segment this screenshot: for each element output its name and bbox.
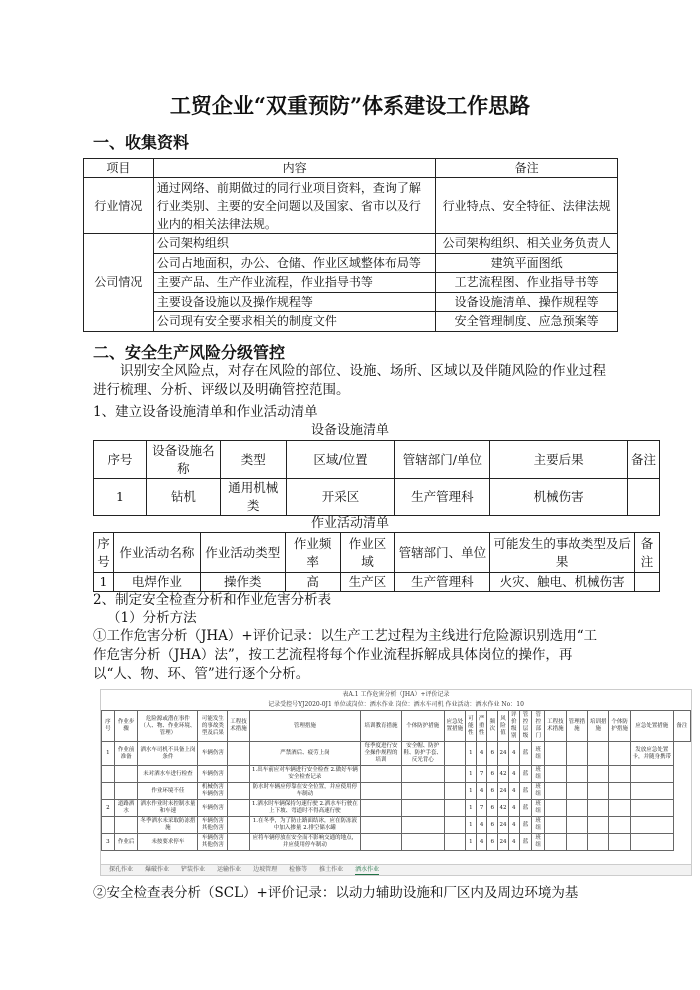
sheet-cell: 4	[508, 800, 519, 817]
equipment-table	[93, 440, 660, 516]
sheet-cell	[545, 766, 566, 783]
sheet-header-cell: 评价级别	[508, 711, 519, 742]
sheet-header-cell: 个体防护措施	[401, 711, 444, 742]
step-1-heading: 1、建立设备设施清单和作业活动清单	[93, 404, 318, 420]
sheet-row	[102, 834, 691, 851]
section-2-heading: 二、安全生产风险分级管控	[93, 343, 286, 362]
sheet-cell: 冬季洒水未采取防冻措施	[138, 817, 198, 834]
scl-paragraph: ②安全检查表分析（SCL）+评价记录：以动力辅助设施和厂区内及周边环境为基	[93, 885, 579, 901]
section-1-heading: 一、收集资料	[93, 133, 190, 152]
sheet-cell: 每季度进行安全操作规程的培训	[361, 742, 402, 766]
sheet-cell: 洒水车司机不具备上岗条件	[138, 742, 198, 766]
sheet-cell: 24	[498, 783, 509, 800]
sheet-cell: 防水时车辆应停靠在安全位置，并应使用停车制动	[249, 783, 360, 800]
sheet-header-cell: 危险源或潜在事件（人、物、作业环境、管理）	[138, 711, 198, 742]
sheet-header-cell: 应急处置措施	[630, 711, 673, 742]
td: 生产管理科	[395, 573, 490, 592]
header-item: 项目	[84, 159, 154, 178]
sheet-row	[102, 800, 691, 817]
sheet-cell	[444, 834, 465, 851]
td: 通用机械类	[220, 479, 286, 516]
sheet-cell	[630, 834, 673, 851]
sheet-header-cell: 严重性	[476, 711, 487, 742]
sheet-cell: 1	[466, 817, 477, 834]
sheet-cell	[588, 800, 609, 817]
sheet-header-cell: 个体防护措施	[609, 711, 630, 742]
sheet-cell	[401, 817, 444, 834]
th: 备注	[627, 441, 659, 479]
sheet-cell: 未对洒水车进行检查	[138, 766, 198, 783]
sheet-cell: 4	[508, 742, 519, 766]
td: 1	[94, 573, 114, 592]
sheet-cell	[401, 766, 444, 783]
sheet-cell	[609, 766, 630, 783]
sheet-header-cell: 管理措施	[249, 711, 360, 742]
sheet-cell: 24	[498, 834, 509, 851]
sheet-cell	[401, 834, 444, 851]
activity-caption: 作业活动清单	[310, 516, 389, 531]
sheet-cell	[545, 817, 566, 834]
sheet-cell: 蓝	[519, 742, 532, 766]
row-label: 公司情况	[84, 234, 154, 332]
sheet-header-cell: 频次	[487, 711, 498, 742]
sheet-cell: 蓝	[519, 800, 532, 817]
sheet-cell	[609, 834, 630, 851]
sheet-subtitle: 记录受控号YJ2020-0J1 单位或岗位：洒水作业 岗位：洒水车司机 作业活动：洒水作业 No：10	[268, 701, 524, 708]
row-note: 行业特点、安全特征、法律法规	[436, 178, 618, 234]
sheet-cell	[588, 742, 609, 766]
td	[627, 479, 659, 516]
row-content: 公司架构组织	[153, 234, 435, 254]
jha-paragraph: ①工作危害分析（JHA）+评价记录：以生产工艺过程为主线进行危险源识别选用“工作危害分析（JHA）法”，按工艺流程将每个作业流程拆解成具体岗位的操作，再以“人、物、环、管”进行逐个分析。	[93, 628, 598, 682]
td: 机械伤害	[490, 479, 628, 516]
sheet-cell	[545, 834, 566, 851]
sheet-header-cell: 工程技术措施	[545, 711, 566, 742]
th: 作业区域	[340, 533, 395, 573]
sheet-cell	[401, 800, 444, 817]
sheet-cell: 班组	[532, 834, 545, 851]
sheet-cell	[444, 742, 465, 766]
sheet-cell: 车辆伤害	[198, 742, 228, 766]
sheet-cell: 24	[498, 817, 509, 834]
td: 电焊作业	[113, 573, 200, 592]
th: 序号	[94, 441, 147, 479]
row-content: 通过网络、前期做过的同行业项目资料，查询了解行业类别、主要的安全问题以及国家、省市以及行业内的相关法律法规。	[153, 178, 435, 234]
sheet-cell: 4	[508, 783, 519, 800]
sheet-cell: 1	[466, 800, 477, 817]
sheet-cell	[609, 742, 630, 766]
row-note: 建筑平面图纸	[436, 253, 618, 273]
sheet-cell: 蓝	[519, 783, 532, 800]
sheet-cell: 作业前准备	[114, 742, 138, 766]
row-content: 主要产品、生产作业流程，作业指导书等	[153, 273, 435, 293]
sheet-cell: 严禁酒后、疲劳上岗	[249, 742, 360, 766]
sheet-cell: 3	[102, 834, 115, 851]
sheet-cell: 6	[487, 766, 498, 783]
sheet-row	[102, 742, 691, 766]
sheet-cell: 4	[476, 783, 487, 800]
sheet-title: 表A.1 工作危害分析（JHA）+评价记录	[342, 691, 450, 698]
th: 可能发生的事故类型及后果	[490, 533, 635, 573]
th: 设备设施名称	[146, 441, 220, 479]
sheet-cell	[361, 834, 402, 851]
sheet-cell	[228, 742, 249, 766]
th: 作业活动类型	[200, 533, 285, 573]
sheet-cell: 蓝	[519, 834, 532, 851]
td: 生产区	[340, 573, 395, 592]
sheet-cell	[630, 783, 673, 800]
sheet-tab[interactable]: 爆破作业	[145, 866, 170, 873]
sheet-cell	[630, 800, 673, 817]
sheet-header-cell: 应急处置措施	[444, 711, 465, 742]
sheet-cell: 6	[487, 783, 498, 800]
sheet-cell	[566, 742, 587, 766]
method-heading: （1）分析方法	[107, 610, 197, 626]
sheet-cell: 1.洒水时车辆保持匀速行驶 2.洒水车行驶在上下坡、弯道时不得高速行驶	[249, 800, 360, 817]
sheet-cell: 班组	[532, 800, 545, 817]
sheet-cell: 1.出车前应对车辆进行安全检查 2.做好车辆安全检查记录	[249, 766, 360, 783]
sheet-cell: 班组	[532, 742, 545, 766]
sheet-cell: 42	[498, 766, 509, 783]
sheet-header-cell: 可能性	[466, 711, 477, 742]
row-content: 公司现有安全要求相关的制度文件	[153, 312, 435, 332]
sheet-cell	[228, 817, 249, 834]
sheet-cell: 42	[498, 800, 509, 817]
sheet-table	[101, 710, 691, 851]
sheet-cell: 作业环境不佳	[138, 783, 198, 800]
sheet-tab[interactable]: 探孔作业	[109, 866, 134, 873]
sheet-cell: 未按要求停车	[138, 834, 198, 851]
sheet-header-cell: 备注	[673, 711, 690, 742]
sheet-cell: 2	[102, 800, 115, 817]
td: 1	[94, 479, 147, 516]
sheet-tabs	[101, 864, 691, 875]
sheet-cell	[609, 783, 630, 800]
sheet-tab[interactable]: 运输作业	[217, 866, 242, 873]
sheet-cell: 道路洒水	[114, 800, 138, 817]
row-note: 工艺流程图、作业指导书等	[436, 273, 618, 293]
header-content: 内容	[153, 159, 435, 178]
td: 开采区	[286, 479, 395, 516]
sheet-cell: 1	[466, 766, 477, 783]
sheet-cell: 6	[487, 817, 498, 834]
sheet-cell: 安全帽、防护鞋、防护手套、反光背心	[401, 742, 444, 766]
sheet-cell: 7	[476, 800, 487, 817]
sheet-cell	[630, 817, 673, 834]
activity-table	[93, 532, 660, 592]
sheet-cell	[566, 766, 587, 783]
sheet-row	[102, 783, 691, 800]
sheet-cell	[228, 834, 249, 851]
step-2-heading: 2、制定安全检查分析和作业危害分析表	[93, 592, 332, 608]
th: 序号	[94, 533, 114, 573]
th: 作业频率	[285, 533, 340, 573]
th: 主要后果	[490, 441, 628, 479]
sheet-cell: 1	[466, 742, 477, 766]
header-note: 备注	[436, 159, 618, 178]
sheet-cell	[361, 817, 402, 834]
sheet-header-cell: 可能发生的事故类型及后果	[198, 711, 228, 742]
sheet-cell: 车辆伤害	[198, 800, 228, 817]
sheet-cell: 6	[487, 800, 498, 817]
sheet-cell: 7	[476, 766, 487, 783]
sheet-cell	[566, 783, 587, 800]
th: 备注	[634, 533, 659, 573]
sheet-row	[102, 817, 691, 834]
sheet-header-cell: 管控部门	[532, 711, 545, 742]
sheet-cell: 4	[508, 766, 519, 783]
sheet-header-cell: 序号	[102, 711, 115, 742]
sheet-cell: 作业后	[114, 834, 138, 851]
section-2-paragraph: 识别安全风险点，对存在风险的部位、设施、场所、区域以及伴随风险的作业过程进行梳理、分析、评级以及明确管控范围。	[93, 363, 606, 398]
td: 操作类	[200, 573, 285, 592]
sheet-cell	[588, 817, 609, 834]
sheet-header-cell: 作业步骤	[114, 711, 138, 742]
sheet-cell: 1	[102, 742, 115, 766]
sheet-cell: 4	[476, 817, 487, 834]
sheet-cell	[114, 783, 138, 800]
sheet-cell: 车辆伤害 其他伤害	[198, 834, 228, 851]
sheet-cell: 班组	[532, 783, 545, 800]
sheet-cell	[566, 834, 587, 851]
row-note: 安全管理制度、应急预案等	[436, 312, 618, 332]
sheet-cell: 4	[508, 817, 519, 834]
row-content: 公司占地面积，办公、仓储、作业区域整体布局等	[153, 253, 435, 273]
sheet-cell: 6	[487, 742, 498, 766]
row-label: 行业情况	[84, 178, 154, 234]
sheet-cell: 1.在冬季，为了防止路面结冰，应在防冻液中加入掺量 2.排空储水罐	[249, 817, 360, 834]
sheet-cell: 4	[476, 742, 487, 766]
th: 类型	[220, 441, 286, 479]
sheet-header-cell: 培训措施	[588, 711, 609, 742]
jha-spreadsheet-screenshot	[100, 689, 692, 876]
row-note: 设备设施清单、操作规程等	[436, 292, 618, 312]
td: 生产管理科	[395, 479, 490, 516]
sheet-cell: 班组	[532, 766, 545, 783]
collect-info-table	[83, 158, 618, 332]
sheet-cell	[401, 783, 444, 800]
td: 高	[285, 573, 340, 592]
sheet-cell: 24	[498, 742, 509, 766]
sheet-cell: 1	[466, 783, 477, 800]
td: 火灾、触电、机械伤害	[490, 573, 635, 592]
td: 钻机	[146, 479, 220, 516]
sheet-cell	[114, 817, 138, 834]
sheet-cell: 班组	[532, 817, 545, 834]
sheet-header-cell: 管理措施	[566, 711, 587, 742]
sheet-cell	[588, 783, 609, 800]
sheet-cell	[609, 800, 630, 817]
sheet-cell	[588, 766, 609, 783]
sheet-cell	[228, 783, 249, 800]
sheet-cell	[444, 817, 465, 834]
th: 区域/位置	[286, 441, 395, 479]
sheet-cell	[609, 817, 630, 834]
sheet-cell	[444, 766, 465, 783]
sheet-cell: 车辆伤害	[198, 766, 228, 783]
sheet-cell	[566, 817, 587, 834]
equip-caption: 设备设施清单	[310, 423, 389, 438]
sheet-cell	[630, 766, 673, 783]
sheet-cell	[228, 766, 249, 783]
sheet-cell: 机械伤害 车辆伤害	[198, 783, 228, 800]
sheet-tab[interactable]: 洒水作业	[355, 866, 380, 873]
sheet-header-cell: 管控层级	[519, 711, 532, 742]
sheet-header-cell: 培训教育措施	[361, 711, 402, 742]
sheet-cell: 蓝	[519, 766, 532, 783]
sheet-cell	[228, 800, 249, 817]
sheet-cell	[361, 800, 402, 817]
sheet-cell	[545, 800, 566, 817]
sheet-header-cell: 风险值	[498, 711, 509, 742]
sheet-cell	[444, 800, 465, 817]
sheet-header-cell: 工程技术措施	[228, 711, 249, 742]
sheet-cell	[566, 800, 587, 817]
sheet-cell	[102, 766, 115, 783]
sheet-cell	[361, 766, 402, 783]
sheet-row	[102, 766, 691, 783]
sheet-cell	[102, 817, 115, 834]
sheet-cell: 4	[476, 834, 487, 851]
th: 管辖部门/单位	[395, 441, 490, 479]
sheet-cell	[545, 783, 566, 800]
sheet-cell: 应将车辆停放在安全而不影响交通的地点，并应使用停车制动	[249, 834, 360, 851]
td	[634, 573, 659, 592]
row-content: 主要设备设施以及操作规程等	[153, 292, 435, 312]
sheet-cell	[588, 834, 609, 851]
sheet-tab[interactable]: 铲装作业	[181, 866, 206, 873]
th: 管辖部门、单位	[395, 533, 490, 573]
th: 作业活动名称	[113, 533, 200, 573]
sheet-cell	[114, 766, 138, 783]
sheet-cell	[102, 783, 115, 800]
sheet-tab[interactable]: 检修等	[289, 866, 308, 873]
sheet-cell: 车辆伤害 其他伤害	[198, 817, 228, 834]
sheet-tab[interactable]: 边坡管理	[253, 866, 278, 873]
sheet-cell	[444, 783, 465, 800]
sheet-cell: 发放应急处置卡，并随身携带	[630, 742, 673, 766]
sheet-tab[interactable]: 推土作业	[319, 866, 344, 873]
sheet-cell: 蓝	[519, 817, 532, 834]
sheet-cell: 洒水作业时未控制水量和车速	[138, 800, 198, 817]
sheet-cell: 6	[487, 834, 498, 851]
sheet-cell: 4	[508, 834, 519, 851]
sheet-cell	[545, 742, 566, 766]
sheet-cell: 1	[466, 834, 477, 851]
row-note: 公司架构组织、相关业务负责人	[436, 234, 618, 254]
sheet-cell	[361, 783, 402, 800]
page-title: 工贸企业“双重预防”体系建设工作思路	[169, 93, 531, 118]
